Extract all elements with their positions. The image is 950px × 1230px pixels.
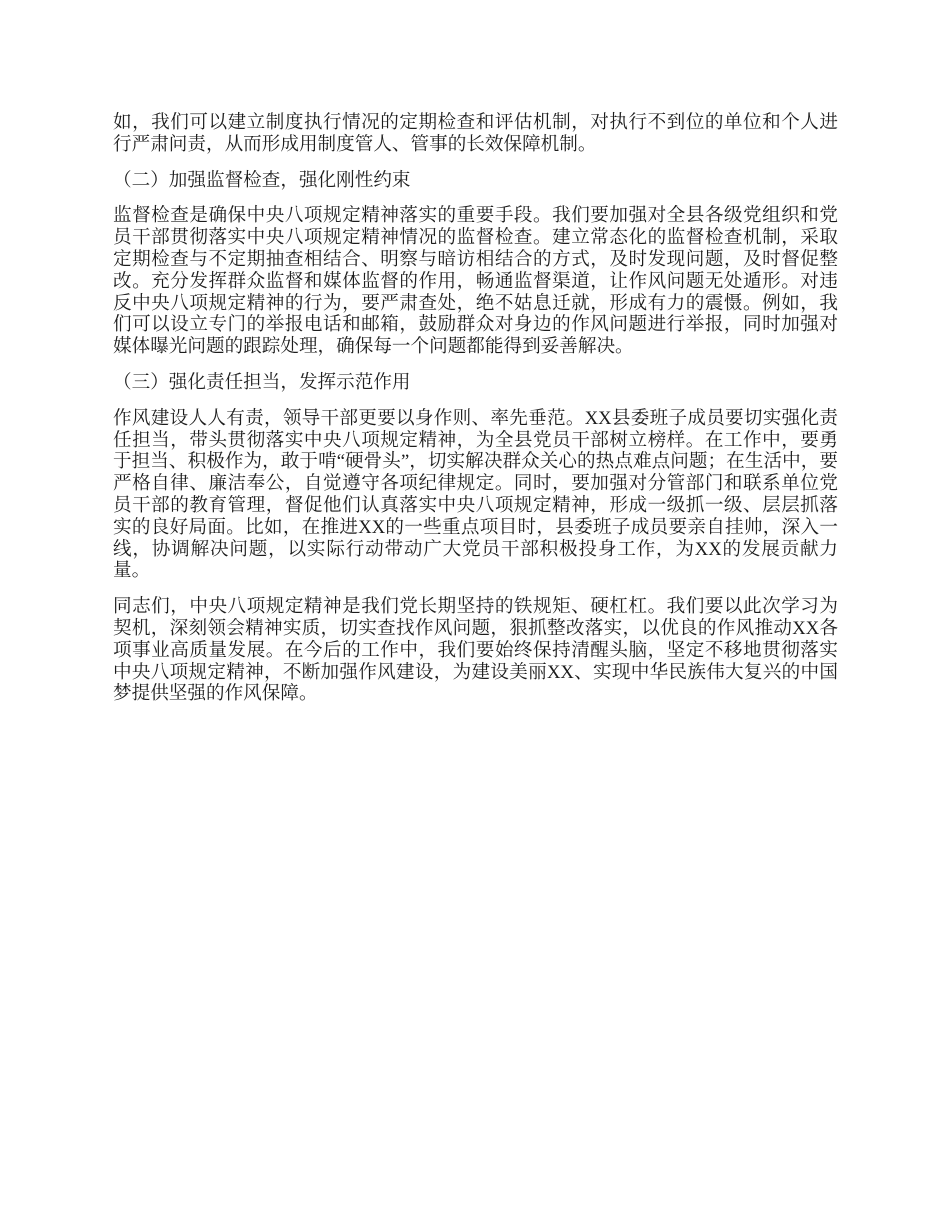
paragraph: 监督检查是确保中央八项规定精神落实的重要手段。我们要加强对全县各级党组织和党员干部贯彻落实中央八项规定精神情况的监督检查。建立常态化的监督检查机制，采取定期检查与不定期抽查相结合、明察与暗访相结合的方式，及时发现问题，及时督促整改。充分发挥群众监督和媒体监督的作用，畅通监督渠道，让作风问题无处遁形。对违反中央八项规定精神的行为，要严肃查处，绝不姑息迁就，形成有力的震慑。例如，我们可以设立专门的举报电话和邮箱，鼓励群众对身边的作风问题进行举报，同时加强对媒体曝光问题的跟踪处理，确保每一个问题都能得到妥善解决。 (113, 205, 838, 358)
paragraph: 如，我们可以建立制度执行情况的定期检查和评估机制，对执行不到位的单位和个人进行严肃问责，从而形成用制度管人、管事的长效保障机制。 (113, 112, 838, 155)
document-body (113, 112, 838, 705)
section-heading: （三）强化责任担当，发挥示范作用 (113, 371, 411, 393)
paragraph: 同志们，中央八项规定精神是我们党长期坚持的铁规矩、硬杠杠。我们要以此次学习为契机，深刻领会精神实质，切实查找作风问题，狠抓整改落实，以优良的作风推动XX各项事业高质量发展。在今后的工作中，我们要始终保持清醒头脑，坚定不移地贯彻落实中央八项规定精神，不断加强作风建设，为建设美丽XX、实现中华民族伟大复兴的中国梦提供坚强的作风保障。 (113, 596, 838, 705)
section-heading: （二）加强监督检查，强化刚性约束 (113, 169, 411, 191)
paragraph: 作风建设人人有责，领导干部更要以身作则、率先垂范。XX县委班子成员要切实强化责任担当，带头贯彻落实中央八项规定精神，为全县党员干部树立榜样。在工作中，要勇于担当、积极作为，敢于啃“硬骨头”，切实解决群众关心的热点难点问题；在生活中，要严格自律、廉洁奉公，自觉遵守各项纪律规定。同时，要加强对分管部门和联系单位党员干部的教育管理，督促他们认真落实中央八项规定精神，形成一级抓一级、层层抓落实的良好局面。比如，在推进XX的一些重点项目时，县委班子成员要亲自挂帅，深入一线，协调解决问题，以实际行动带动广大党员干部积极投身工作，为XX的发展贡献力量。 (113, 407, 838, 582)
